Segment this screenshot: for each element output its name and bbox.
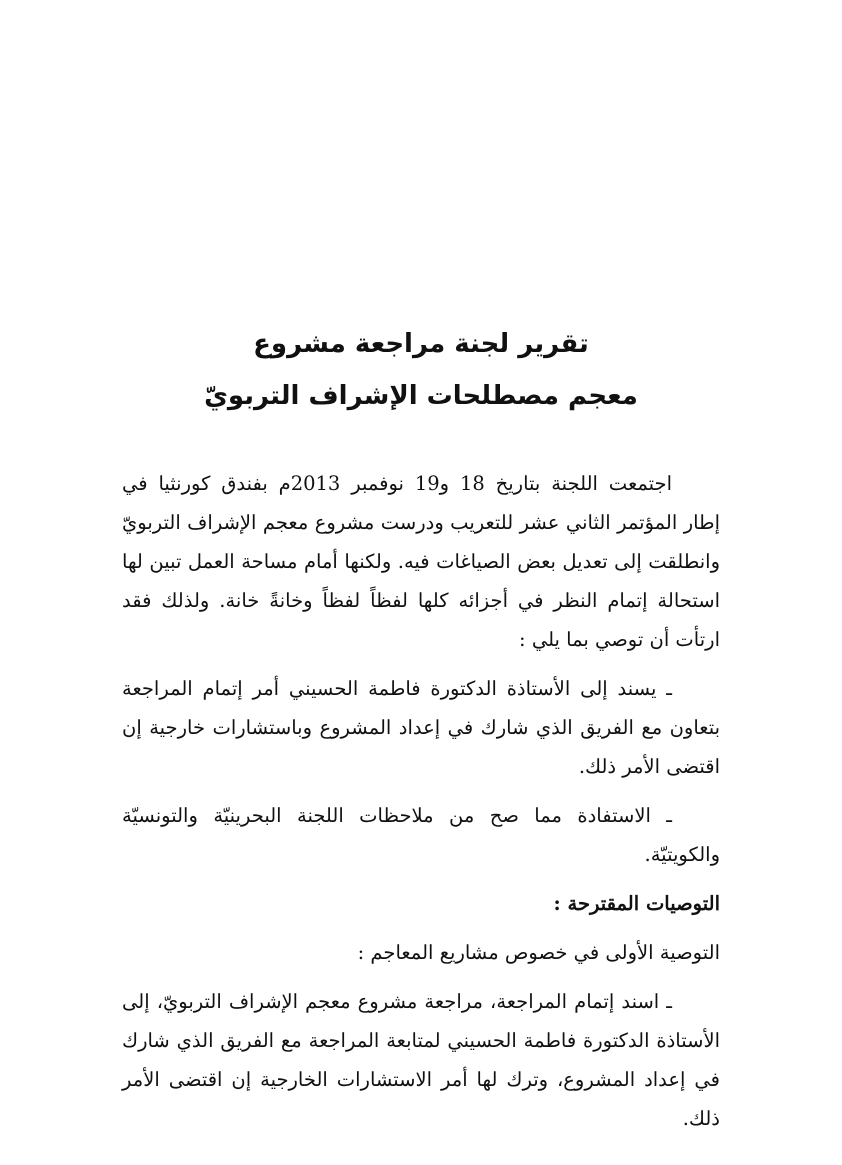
item-1-paragraph: ـ يسند إلى الأستاذة الدكتورة فاطمة الحسيني أمر إتمام المراجعة بتعاون مع الفريق الذي شارك في إعداد المشروع وباستشارات خارجية إن اقتضى الأمر ذلك. xyxy=(122,677,720,778)
body-text xyxy=(122,464,720,1148)
item-2-paragraph: ـ الاستفادة مما صح من ملاحظات اللجنة البحرينيّة والتونسيّة والكويتيّة. xyxy=(122,804,720,866)
title-line-1: تقرير لجنة مراجعة مشروع xyxy=(253,329,589,359)
recommendations-heading: التوصيات المقترحة : xyxy=(553,892,720,915)
title-line-2: معجم مصطلحات الإشراف التربويّ xyxy=(204,381,638,411)
intro-paragraph: اجتمعت اللجنة بتاريخ 18 و19 نوفمبر 2013م بفندق كورنثيا في إطار المؤتمر الثاني عشر للتعريب ودرست مشروع معجم الإشراف التربويّ وانطلقت إلى تعديل بعض الصياغات فيه. ولكنها أمام مساحة العمل تبين لها استحالة إتمام النظر في أجزائه كلها لفظاً لفظاً وخانةً خانة. ولذلك فقد ارتأت أن توصي بما يلي : xyxy=(122,472,720,651)
title-block xyxy=(0,318,842,422)
recommendation-1-heading: التوصية الأولى في خصوص مشاريع المعاجم : xyxy=(357,941,720,964)
recommendation-1-text: ـ اسند إتمام المراجعة، مراجعة مشروع معجم الإشراف التربويّ، إلى الأستاذة الدكتورة فاطمة الحسيني لمتابعة المراجعة مع الفريق الذي شارك في إعداد المشروع، وترك لها أمر الاستشارات الخارجية إن اقتضى الأمر ذلك. xyxy=(122,990,720,1130)
